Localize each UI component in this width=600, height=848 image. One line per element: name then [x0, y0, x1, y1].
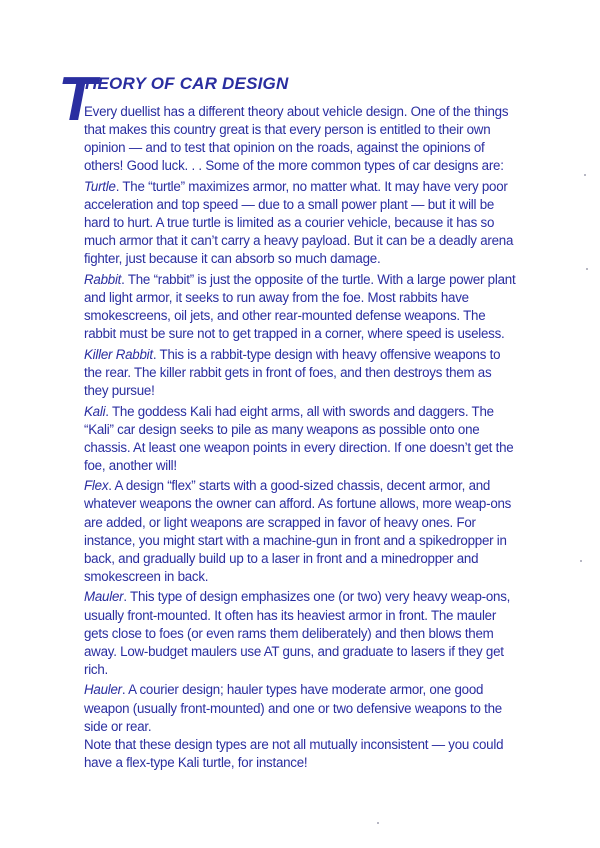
design-description: . The “turtle” maximizes armor, no matter what. It may have very poor acceleration and top speed — due to a small power plant — but it will be hard to hurt. A true turtle is limited as a courier vehicle, because it has so much armor that it can’t carry a heavy payload. But it can be a deadly arena fighter, just because it can absorb so much damage. [84, 178, 514, 268]
design-term: Mauler [84, 589, 124, 606]
design-term: Kali [84, 403, 106, 420]
design-description: . The “rabbit” is just the opposite of the turtle. With a large power plant and light armor, it seeks to run away from the foe. Most rabbits have smokescreens, oil jets, and other rear-mounted defense weapons. The rabbit must be sure not to get trapped in a corner, where speed is useless. [84, 271, 516, 343]
design-term: Flex [84, 478, 109, 495]
design-paragraph-mauler [84, 588, 518, 678]
design-paragraph-kali [84, 403, 518, 475]
design-paragraph-killer-rabbit [84, 346, 518, 400]
design-description: . A design “flex” starts with a good-sized chassis, decent armor, and whatever weapons the owner can afford. As fortune allows, more weap-ons are added, or light weapons are scrapped in favor of heavy ones. For instance, you might start with a machine-gun in front and a spikedropper in back, and gradually build up to a laser in front and a minedropper and smokescreen in back. [84, 478, 512, 585]
design-paragraph-flex [84, 477, 518, 586]
scan-speck [580, 560, 582, 562]
dropcap-letter: T [58, 65, 96, 134]
design-term: Rabbit [84, 271, 122, 288]
design-paragraph-rabbit [84, 271, 518, 343]
article-body [84, 103, 518, 774]
design-description: . This type of design emphasizes one (or two) very heavy weap-ons, usually front-mounted. It often has its heaviest armor in front. The mauler gets close to foes (or even rams them deliberately) and then blows them away. Low-budget maulers use AT guns, and graduate to lasers if they get rich. [84, 589, 511, 678]
section-title: HEORY OF CAR DESIGN [85, 74, 289, 93]
intro-paragraph: Every duellist has a different theory about vehicle design. One of the things that makes this country great is that every person is entitled to their own opinion — and to test that opinion on the roads, against the opinions of others! Good luck. . . Some of the more common types of car designs are: [84, 104, 509, 175]
design-description: . A courier design; hauler types have moderate armor, one good weapon (usually front-mounted) and one or two defensive weapons to the side or rear. [84, 682, 502, 735]
design-paragraph-turtle [84, 178, 518, 268]
design-description: . This is a rabbit-type design with heavy offensive weapons to the rear. The killer rabbit gets in front of foes, and then destroys them as they pursue! [84, 346, 501, 399]
scan-speck [377, 822, 379, 824]
design-description: . The goddess Kali had eight arms, all with swords and daggers. The “Kali” car design seeks to pile as many weapons as possible onto one chassis. At least one weapon points in every direction. If one doesn’t get the foe, another will! [84, 403, 514, 474]
design-paragraph-hauler [84, 681, 518, 735]
design-term: Hauler [84, 682, 122, 699]
scan-speck [584, 174, 586, 176]
scan-speck [586, 268, 588, 270]
design-term: Killer Rabbit [84, 346, 153, 363]
closing-paragraph: Note that these design types are not all mutually inconsistent — you could have a flex-type Kali turtle, for instance! [84, 736, 504, 771]
design-term: Turtle [84, 178, 116, 195]
